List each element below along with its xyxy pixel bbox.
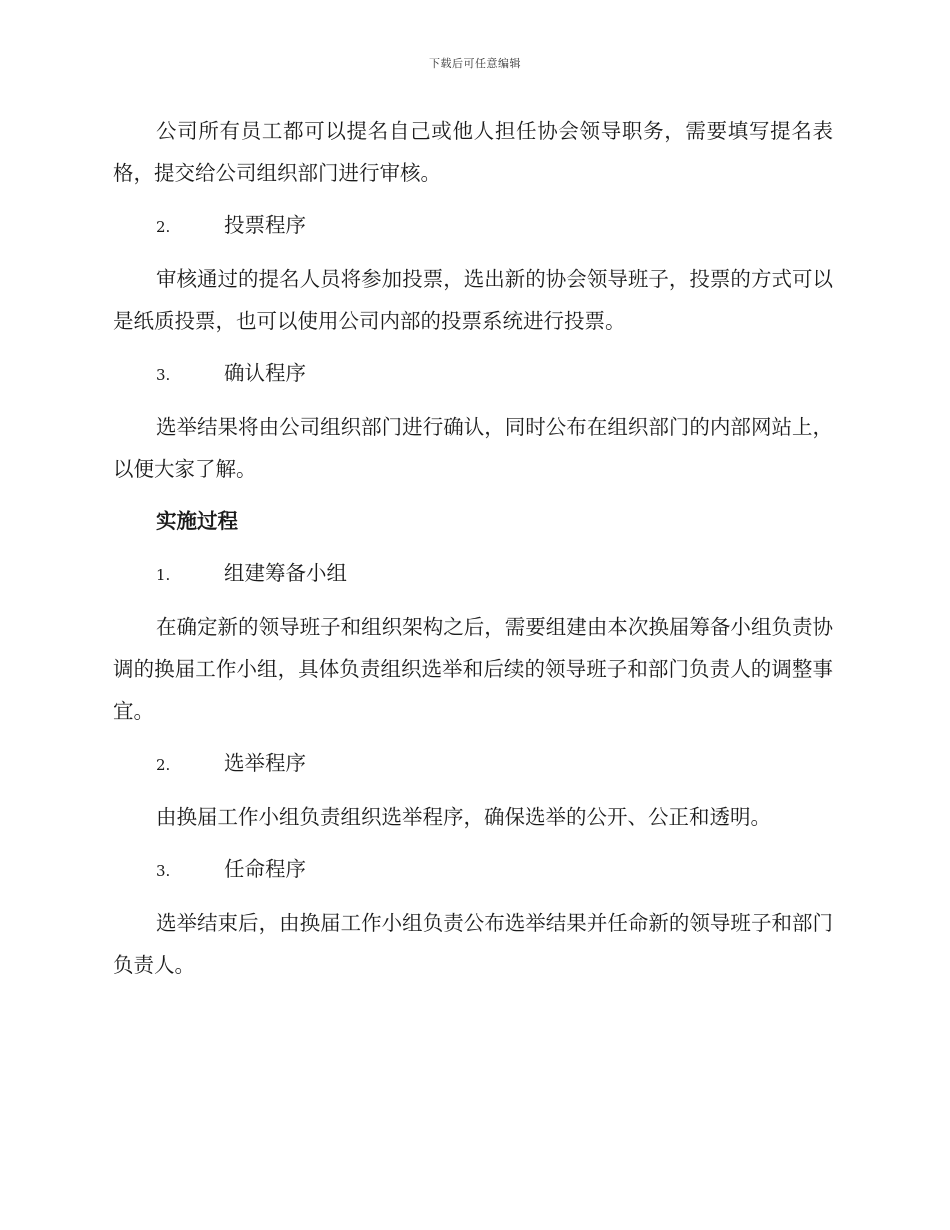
list-item-number: 3. [156,862,171,880]
list-item [113,352,833,396]
list-item-label: 确认程序 [224,361,306,385]
list-item-number: 2. [156,218,171,236]
list-item [113,552,833,596]
section-heading: 实施过程 [156,509,238,533]
document-body [113,110,833,986]
paragraph: 审核通过的提名人员将参加投票，选出新的协会领导班子，投票的方式可以是纸质投票，也可以使用公司内部的投票系统进行投票。 [113,267,833,333]
paragraph: 选举结束后，由换届工作小组负责公布选举结果并任命新的领导班子和部门负责人。 [113,911,833,977]
list-item-label: 选举程序 [224,751,306,775]
list-item-number: 1. [156,566,171,584]
list-item-label: 任命程序 [224,857,306,881]
list-item [113,742,833,786]
list-item-number: 3. [156,366,171,384]
list-item-label: 投票程序 [224,213,306,237]
paragraph: 由换届工作小组负责组织选举程序，确保选举的公开、公正和透明。 [156,805,771,829]
paragraph: 公司所有员工都可以提名自己或他人担任协会领导职务，需要填写提名表格，提交给公司组织部门进行审核。 [113,119,833,185]
paragraph: 选举结果将由公司组织部门进行确认，同时公布在组织部门的内部网站上，以便大家了解。 [113,415,833,481]
list-item [113,848,833,892]
page-header: 下载后可任意编辑 [429,57,521,70]
list-item-label: 组建筹备小组 [224,561,347,585]
list-item-number: 2. [156,756,171,774]
list-item [113,204,833,248]
paragraph: 在确定新的领导班子和组织架构之后，需要组建由本次换届筹备小组负责协调的换届工作小组，具体负责组织选举和后续的领导班子和部门负责人的调整事宜。 [113,615,833,723]
